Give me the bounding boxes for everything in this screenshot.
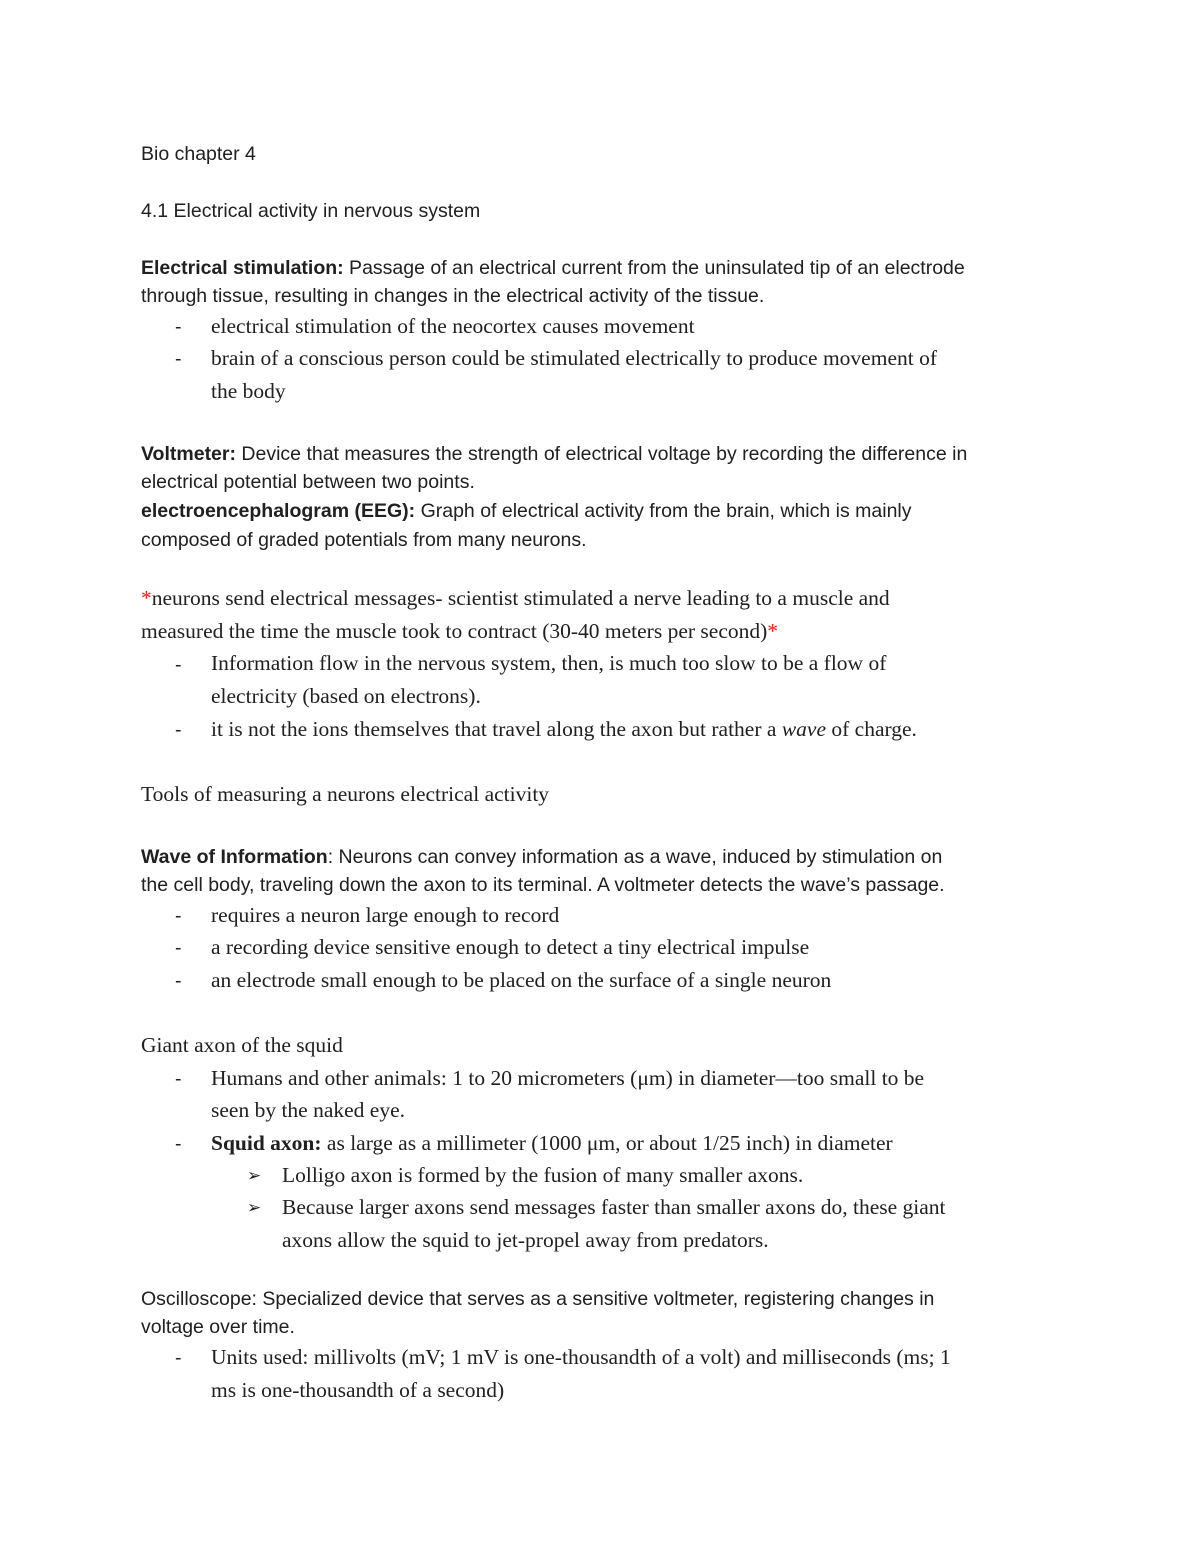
- definition-text: Graph of electrical activity from the brain, which is mainly: [415, 500, 912, 522]
- list-text: of charge.: [826, 717, 917, 741]
- list-item: [211, 717, 917, 742]
- definition-text: the cell body, traveling down the axon to its terminal. A voltmeter detects the wave’s passage.: [141, 874, 945, 896]
- list-item-continuation: electricity (based on electrons).: [211, 684, 481, 708]
- neurons-note: [141, 586, 890, 611]
- bullet-dash: -: [175, 1068, 182, 1090]
- term-wave-of-information: Wave of Information: [141, 846, 328, 868]
- electrical-stimulation-definition: [141, 257, 965, 280]
- definition-text: through tissue, resulting in changes in the electrical activity of the tissue.: [141, 285, 765, 307]
- list-item: Units used: millivolts (mV; 1 mV is one-thousandth of a volt) and milliseconds (ms; 1: [211, 1345, 951, 1369]
- list-item: a recording device sensitive enough to detect a tiny electrical impulse: [211, 935, 810, 959]
- asterisk-mark: *: [141, 586, 152, 610]
- bullet-dash: -: [175, 654, 182, 676]
- bullet-dash: -: [175, 905, 182, 927]
- sub-list-item: Because larger axons send messages faster than smaller axons do, these giant: [282, 1195, 946, 1219]
- definition-text: Passage of an electrical current from the uninsulated tip of an electrode: [343, 257, 965, 279]
- list-item-continuation: ms is one-thousandth of a second): [211, 1378, 505, 1402]
- list-item: electrical stimulation of the neocortex causes movement: [211, 314, 695, 338]
- bullet-dash: -: [175, 970, 182, 992]
- wave-of-information-definition: [141, 846, 942, 869]
- list-text: it is not the ions themselves that travel along the axon but rather a: [211, 717, 782, 741]
- bullet-dash: -: [175, 937, 182, 959]
- list-item: requires a neuron large enough to record: [211, 903, 560, 927]
- list-item-continuation: seen by the naked eye.: [211, 1098, 406, 1122]
- document-title: Bio chapter 4: [141, 143, 256, 165]
- term-squid-axon: Squid axon:: [211, 1131, 322, 1155]
- sub-list-item-continuation: axons allow the squid to jet-propel away from predators.: [282, 1228, 769, 1252]
- sub-list-item: Lolligo axon is formed by the fusion of many smaller axons.: [282, 1163, 804, 1187]
- list-item-continuation: the body: [211, 379, 286, 403]
- definition-text: electrical potential between two points.: [141, 471, 475, 493]
- bullet-dash: -: [175, 348, 182, 370]
- definition-text: voltage over time.: [141, 1316, 295, 1338]
- note-text: neurons send electrical messages- scientist stimulated a nerve leading to a muscle and: [151, 586, 890, 610]
- list-item: Humans and other animals: 1 to 20 micrometers (μm) in diameter—too small to be: [211, 1066, 925, 1090]
- definition-text: Device that measures the strength of electrical voltage by recording the difference in: [236, 443, 968, 465]
- bullet-dash: -: [175, 1347, 182, 1369]
- section-heading: 4.1 Electrical activity in nervous system: [141, 200, 481, 222]
- list-item: [211, 1131, 893, 1156]
- term-eeg: electroencephalogram (EEG):: [141, 500, 416, 522]
- bullet-dash: -: [175, 316, 182, 338]
- eeg-definition: [141, 500, 912, 523]
- list-text: as large as a millimeter (1000 μm, or about 1/25 inch) in diameter: [321, 1131, 893, 1155]
- list-item: brain of a conscious person could be stimulated electrically to produce movement of: [211, 346, 937, 370]
- bullet-dash: -: [175, 719, 182, 741]
- definition-text: composed of graded potentials from many neurons.: [141, 529, 587, 551]
- definition-text: : Neurons can convey information as a wave, induced by stimulation on: [327, 846, 943, 868]
- tools-heading: Tools of measuring a neurons electrical activity: [141, 782, 550, 806]
- voltmeter-definition: [141, 443, 967, 466]
- giant-axon-heading: Giant axon of the squid: [141, 1033, 343, 1057]
- asterisk-mark: *: [767, 619, 779, 643]
- term-voltmeter: Voltmeter:: [141, 443, 236, 465]
- oscilloscope-definition: Oscilloscope: Specialized device that serves as a sensitive voltmeter, registering changes in: [141, 1288, 935, 1310]
- list-item: Information flow in the nervous system, then, is much too slow to be a flow of: [211, 651, 887, 675]
- term-electrical-stimulation: Electrical stimulation:: [141, 257, 344, 279]
- arrow-bullet-icon: ➢: [247, 1198, 262, 1217]
- arrow-bullet-icon: ➢: [247, 1166, 262, 1185]
- emphasis-text: wave: [781, 717, 826, 741]
- neurons-note-continuation: [141, 619, 778, 644]
- note-text: measured the time the muscle took to contract (30-40 meters per second): [141, 619, 768, 643]
- list-item: an electrode small enough to be placed on the surface of a single neuron: [211, 968, 832, 992]
- bullet-dash: -: [175, 1133, 182, 1155]
